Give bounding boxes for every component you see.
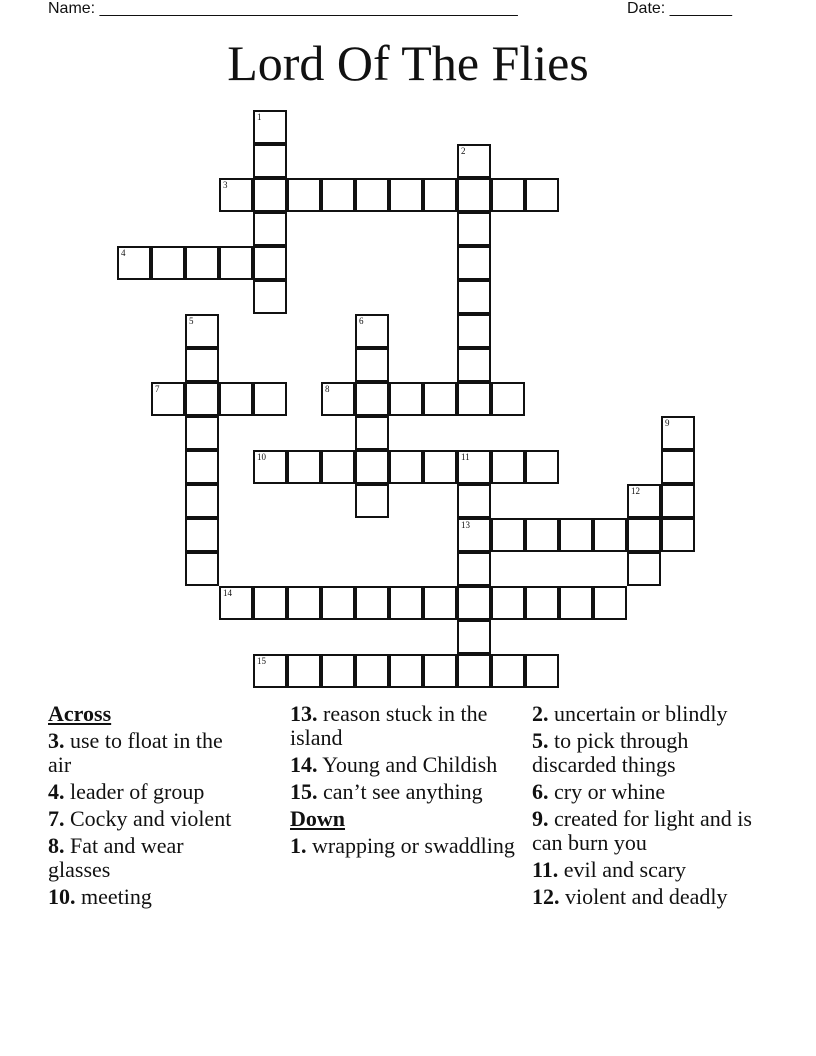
clue-number: 1: [257, 112, 262, 122]
grid-cell[interactable]: [389, 586, 423, 620]
clue-number: 11: [461, 452, 470, 462]
grid-cell[interactable]: [389, 178, 423, 212]
grid-cell[interactable]: [491, 178, 525, 212]
grid-cell[interactable]: [185, 246, 219, 280]
grid-cell[interactable]: [525, 586, 559, 620]
grid-cell[interactable]: [185, 484, 219, 518]
clue-down-1: 1. wrapping or swaddling: [290, 833, 515, 858]
clue-across-7: 7. Cocky and violent: [48, 806, 232, 831]
clue-number: 9: [665, 418, 670, 428]
grid-cell[interactable]: [389, 450, 423, 484]
grid-cell[interactable]: [185, 348, 219, 382]
grid-cell[interactable]: [117, 246, 151, 280]
grid-cell[interactable]: [151, 382, 185, 416]
grid-cell[interactable]: [457, 484, 491, 518]
clue-down-2: 2. uncertain or blindly: [532, 701, 728, 726]
grid-cell[interactable]: [355, 654, 389, 688]
grid-cell[interactable]: [321, 382, 355, 416]
grid-cell[interactable]: [151, 246, 185, 280]
clues-column-3: [532, 702, 757, 912]
grid-cell[interactable]: [185, 450, 219, 484]
grid-cell[interactable]: [253, 212, 287, 246]
grid-cell[interactable]: [559, 586, 593, 620]
grid-cell[interactable]: [219, 246, 253, 280]
grid-cell[interactable]: [423, 450, 457, 484]
grid-cell[interactable]: [423, 654, 457, 688]
grid-cell[interactable]: [457, 518, 491, 552]
date-field[interactable]: Date: _______: [627, 0, 732, 17]
grid-cell[interactable]: [321, 178, 355, 212]
clue-across-15: 15. can’t see anything: [290, 779, 483, 804]
grid-cell[interactable]: [185, 518, 219, 552]
clue-number: 12: [631, 486, 640, 496]
grid-cell[interactable]: [253, 178, 287, 212]
grid-cell[interactable]: [661, 450, 695, 484]
grid-cell[interactable]: [355, 484, 389, 518]
clue-across-4: 4. leader of group: [48, 779, 205, 804]
grid-cell[interactable]: [491, 518, 525, 552]
grid-cell[interactable]: [457, 144, 491, 178]
grid-cell[interactable]: [457, 314, 491, 348]
grid-cell[interactable]: [423, 382, 457, 416]
clues-column-1: [48, 702, 248, 912]
grid-cell[interactable]: [355, 450, 389, 484]
clue-across-14: 14. Young and Childish: [290, 752, 498, 777]
grid-cell[interactable]: [661, 484, 695, 518]
grid-cell[interactable]: [423, 586, 457, 620]
name-field[interactable]: Name: _______________________________________________: [48, 0, 518, 17]
grid-cell[interactable]: [355, 586, 389, 620]
grid-cell[interactable]: [253, 450, 287, 484]
grid-cell[interactable]: [321, 586, 355, 620]
grid-cell[interactable]: [253, 654, 287, 688]
grid-cell[interactable]: [457, 178, 491, 212]
grid-cell[interactable]: [559, 518, 593, 552]
grid-cell[interactable]: [389, 654, 423, 688]
grid-cell[interactable]: [457, 552, 491, 586]
grid-cell[interactable]: [389, 382, 423, 416]
grid-cell[interactable]: [525, 450, 559, 484]
grid-cell[interactable]: [219, 178, 253, 212]
grid-cell[interactable]: [287, 178, 321, 212]
clue-number: 4: [121, 248, 126, 258]
grid-cell[interactable]: [627, 552, 661, 586]
clue-across-8: 8. Fat and wear glasses: [48, 833, 184, 882]
grid-cell[interactable]: [355, 382, 389, 416]
grid-cell[interactable]: [355, 178, 389, 212]
clue-down-9: 9. created for light and is can burn you: [532, 806, 752, 855]
grid-cell[interactable]: [457, 450, 491, 484]
grid-cell[interactable]: [219, 586, 253, 620]
clue-number: 15: [257, 656, 266, 666]
grid-cell[interactable]: [321, 450, 355, 484]
grid-cell[interactable]: [457, 654, 491, 688]
grid-cell[interactable]: [355, 348, 389, 382]
down-heading: Down: [290, 806, 346, 831]
clue-number: 13: [461, 520, 470, 530]
grid-cell[interactable]: [253, 586, 287, 620]
grid-cell[interactable]: [253, 110, 287, 144]
clue-number: 6: [359, 316, 364, 326]
grid-cell[interactable]: [491, 586, 525, 620]
grid-cell[interactable]: [457, 246, 491, 280]
grid-cell[interactable]: [525, 178, 559, 212]
grid-cell[interactable]: [627, 484, 661, 518]
grid-cell[interactable]: [287, 586, 321, 620]
grid-cell[interactable]: [185, 552, 219, 586]
clue-across-13: 13. reason stuck in the island: [290, 701, 488, 750]
grid-cell[interactable]: [491, 450, 525, 484]
across-heading: Across: [48, 701, 112, 726]
grid-cell[interactable]: [457, 212, 491, 246]
grid-cell[interactable]: [253, 144, 287, 178]
grid-cell[interactable]: [423, 178, 457, 212]
clue-number: 5: [189, 316, 194, 326]
grid-cell[interactable]: [253, 280, 287, 314]
grid-cell[interactable]: [457, 586, 491, 620]
grid-cell[interactable]: [355, 314, 389, 348]
clue-number: 7: [155, 384, 160, 394]
grid-cell[interactable]: [525, 518, 559, 552]
grid-cell[interactable]: [457, 382, 491, 416]
clue-down-6: 6. cry or whine: [532, 779, 666, 804]
grid-cell[interactable]: [491, 654, 525, 688]
clue-number: 3: [223, 180, 228, 190]
clue-down-11: 11. evil and scary: [532, 857, 686, 882]
clue-across-10: 10. meeting: [48, 884, 152, 909]
clue-down-12: 12. violent and deadly: [532, 884, 728, 909]
page-title: Lord Of The Flies: [227, 35, 589, 91]
grid-cell[interactable]: [219, 382, 253, 416]
grid-cell[interactable]: [253, 382, 287, 416]
clue-across-3: 3. use to float in the air: [48, 728, 223, 777]
clue-number: 8: [325, 384, 330, 394]
grid-cell[interactable]: [525, 654, 559, 688]
grid-cell[interactable]: [253, 246, 287, 280]
clue-number: 2: [461, 146, 466, 156]
clue-number: 14: [223, 588, 232, 598]
grid-cell[interactable]: [287, 654, 321, 688]
grid-cell[interactable]: [457, 620, 491, 654]
clues-column-2: [290, 702, 515, 861]
clue-down-5: 5. to pick through discarded things: [532, 728, 689, 777]
grid-cell[interactable]: [321, 654, 355, 688]
grid-cell[interactable]: [627, 518, 661, 552]
grid-cell[interactable]: [593, 586, 627, 620]
grid-cell[interactable]: [457, 280, 491, 314]
grid-cell[interactable]: [593, 518, 627, 552]
grid-cell[interactable]: [661, 416, 695, 450]
grid-cell[interactable]: [185, 382, 219, 416]
grid-cell[interactable]: [185, 314, 219, 348]
grid-cell[interactable]: [661, 518, 695, 552]
grid-cell[interactable]: [185, 416, 219, 450]
grid-cell[interactable]: [491, 382, 525, 416]
grid-cell[interactable]: [457, 348, 491, 382]
clue-number: 10: [257, 452, 266, 462]
grid-cell[interactable]: [287, 450, 321, 484]
grid-cell[interactable]: [355, 416, 389, 450]
